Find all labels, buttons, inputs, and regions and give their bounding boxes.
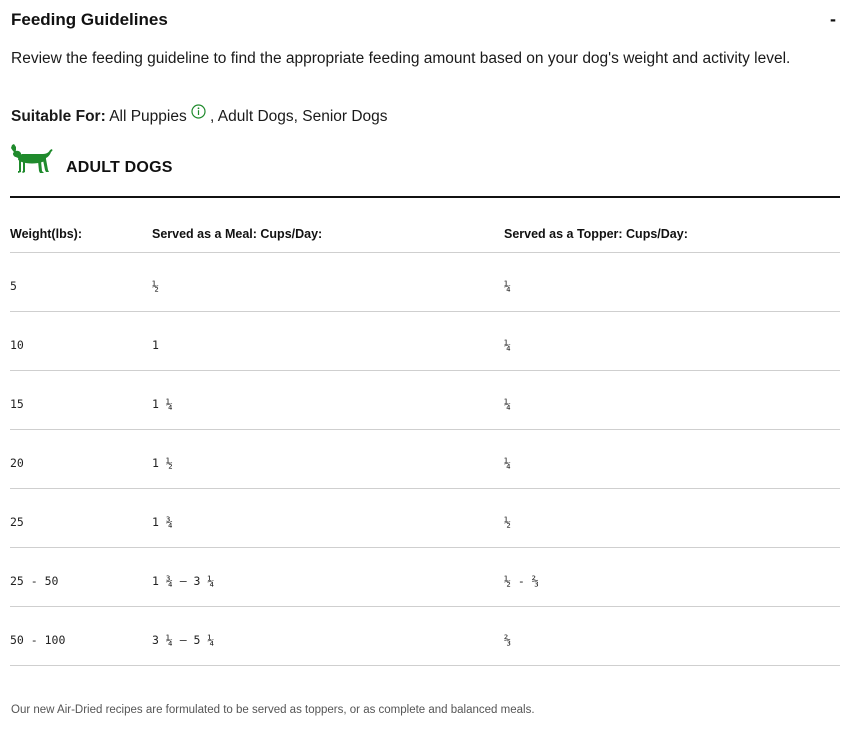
table-row	[10, 253, 840, 312]
suitable-for-puppies: All Puppies	[109, 108, 187, 125]
suitable-for-label: Suitable For:	[11, 108, 106, 125]
weight-cell: 50 - 100	[10, 633, 66, 647]
weight-cell: 25 - 50	[10, 574, 59, 588]
topper-cell: ¼	[504, 397, 511, 411]
collapse-toggle-button[interactable]: -	[830, 9, 836, 29]
table-row	[10, 489, 840, 548]
column-header-topper: Served as a Topper: Cups/Day:	[504, 227, 688, 241]
suitable-for-rest: , Adult Dogs, Senior Dogs	[210, 108, 388, 125]
column-header-meal: Served as a Meal: Cups/Day:	[152, 227, 323, 241]
meal-cell: 1 ¾ – 3 ¼	[152, 574, 215, 588]
dog-silhouette-icon	[10, 143, 54, 180]
meal-cell: 1 ¼	[152, 397, 173, 411]
meal-cell: 3 ¼ – 5 ¼	[152, 633, 215, 647]
meal-cell: 1	[152, 338, 159, 352]
topper-cell: ½	[504, 515, 511, 529]
table-row	[10, 430, 840, 489]
table-row	[10, 548, 840, 607]
table-row	[10, 312, 840, 371]
topper-cell: ¼	[504, 338, 511, 352]
topper-cell: ⅔	[504, 633, 511, 647]
intro-text: Review the feeding guideline to find the appropriate feeding amount based on your dog's weight and activity level.	[11, 50, 791, 67]
info-circle-icon[interactable]	[191, 104, 206, 124]
weight-cell: 5	[10, 279, 17, 293]
meal-cell: 1 ½	[152, 456, 173, 470]
weight-cell: 15	[10, 397, 24, 411]
table-row	[10, 607, 840, 666]
weight-cell: 25	[10, 515, 24, 529]
table-row	[10, 371, 840, 430]
topper-cell: ½ - ⅔	[504, 574, 539, 588]
weight-cell: 10	[10, 338, 24, 352]
topper-cell: ¼	[504, 456, 511, 470]
suitable-for-line	[11, 104, 388, 126]
section-title-adult-dogs: ADULT DOGS	[66, 159, 173, 176]
topper-cell: ¼	[504, 279, 511, 293]
table-header-row	[10, 198, 840, 253]
feeding-table	[10, 198, 840, 666]
weight-cell: 20	[10, 456, 24, 470]
meal-cell: 1 ¾	[152, 515, 173, 529]
section-heading: Feeding Guidelines	[11, 10, 168, 29]
column-header-weight: Weight(lbs):	[10, 227, 82, 241]
footnote: Our new Air-Dried recipes are formulated to be served as toppers, or as complete and balanced meals.	[11, 704, 535, 716]
meal-cell: ½	[152, 279, 159, 293]
